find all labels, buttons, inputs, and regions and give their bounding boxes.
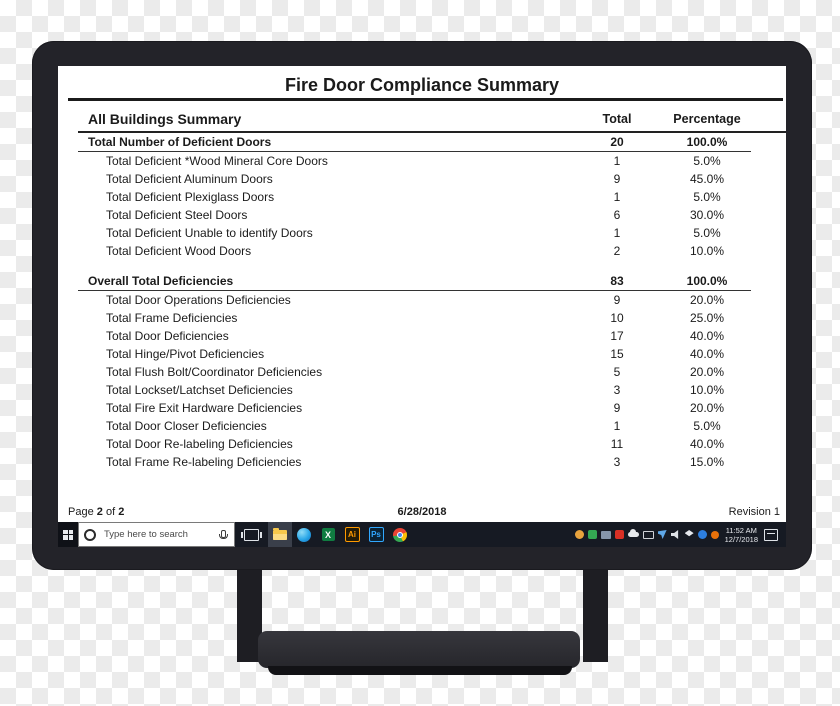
row-percentage: 100.0% [686, 135, 728, 149]
row-total: 3 [613, 455, 621, 469]
table-row [58, 417, 786, 435]
row-total: 9 [613, 401, 621, 415]
row-total: 1 [613, 419, 621, 433]
taskbar-app-edge[interactable] [292, 522, 316, 547]
table-row [58, 363, 786, 381]
table-row [58, 224, 786, 242]
table-row [58, 152, 786, 170]
row-percentage: 10.0% [689, 383, 725, 397]
table-row [58, 399, 786, 417]
row-label: Total Door Operations Deficiencies [106, 293, 291, 307]
row-total: 3 [613, 383, 621, 397]
tray-dropbox-icon[interactable] [685, 530, 694, 539]
row-label: Total Hinge/Pivot Deficiencies [106, 347, 265, 361]
windows-logo-icon [63, 530, 73, 540]
page-indicator: Page 2 of 2 [68, 506, 125, 518]
table-body [58, 133, 786, 471]
row-total: 6 [613, 208, 621, 222]
search-input[interactable] [102, 528, 217, 541]
table-header-percentage: Percentage [673, 112, 741, 126]
row-label: Total Door Closer Deficiencies [106, 419, 267, 433]
row-total: 1 [613, 226, 621, 240]
table-row [58, 327, 786, 345]
taskbar-app-icons [268, 522, 412, 547]
excel-icon: X [322, 528, 335, 541]
report-page [58, 66, 786, 522]
monitor-device [32, 41, 812, 570]
row-percentage: 10.0% [689, 244, 725, 258]
taskbar-app-illustrator[interactable] [340, 522, 364, 547]
file-explorer-icon [273, 530, 287, 540]
tray-display-icon[interactable] [601, 531, 611, 539]
row-label: Total Deficient Plexiglass Doors [106, 190, 275, 204]
row-percentage: 40.0% [689, 437, 725, 451]
table-header-total: Total [602, 112, 632, 126]
taskbar-app-photoshop[interactable] [364, 522, 388, 547]
report-date: 6/28/2018 [397, 506, 447, 518]
chrome-icon [393, 528, 407, 542]
tray-network-icon[interactable] [658, 530, 667, 539]
table-row [58, 170, 786, 188]
edge-icon [297, 528, 311, 542]
row-percentage: 20.0% [689, 365, 725, 379]
table-header-label: All Buildings Summary [88, 111, 242, 127]
taskbar-app-file-explorer[interactable] [268, 522, 292, 547]
clock-time: 11:52 AM [725, 525, 757, 535]
report-title: Fire Door Compliance Summary [284, 75, 560, 95]
monitor-stand-right-leg [583, 566, 608, 662]
taskbar-app-excel[interactable] [316, 522, 340, 547]
row-total: 5 [613, 365, 621, 379]
taskbar-search[interactable] [78, 522, 235, 547]
row-total: 1 [613, 190, 621, 204]
row-percentage: 25.0% [689, 311, 725, 325]
row-percentage: 30.0% [689, 208, 725, 222]
row-label: Total Frame Re-labeling Deficiencies [106, 455, 302, 469]
tray-onedrive-icon[interactable] [628, 532, 639, 537]
tray-security-icon[interactable] [588, 530, 597, 539]
microphone-icon[interactable] [221, 530, 226, 538]
row-percentage: 20.0% [689, 401, 725, 415]
section-total-row [58, 133, 786, 151]
tray-project-icon[interactable] [643, 531, 654, 539]
row-percentage: 5.0% [693, 154, 721, 168]
table-row [58, 453, 786, 471]
windows-taskbar [58, 522, 786, 547]
illustrator-icon: Ai [345, 527, 360, 542]
row-total: 15 [610, 347, 624, 361]
row-label: Total Flush Bolt/Coordinator Deficiencies [106, 365, 323, 379]
task-view-button[interactable] [244, 529, 259, 541]
title-rule [68, 98, 783, 101]
monitor-stand-base [258, 631, 580, 668]
taskbar-clock[interactable] [725, 526, 758, 544]
row-total: 17 [610, 329, 624, 343]
clock-date: 12/7/2018 [724, 534, 758, 544]
section-gap [58, 260, 786, 272]
row-percentage: 40.0% [689, 347, 725, 361]
row-total: 9 [613, 293, 621, 307]
revision-label: Revision 1 [728, 506, 780, 518]
row-percentage: 5.0% [693, 419, 721, 433]
row-label: Total Number of Deficient Doors [88, 135, 272, 149]
system-tray [575, 530, 719, 539]
tray-volume-icon[interactable] [671, 530, 681, 539]
row-label: Overall Total Deficiencies [88, 274, 234, 288]
tray-data-usage-icon[interactable] [711, 531, 719, 539]
table-row [58, 381, 786, 399]
row-percentage: 20.0% [689, 293, 725, 307]
tray-bluetooth-icon[interactable] [698, 530, 707, 539]
table-header-row [58, 109, 786, 129]
row-label: Total Deficient Steel Doors [106, 208, 248, 222]
report-footer [58, 505, 786, 520]
row-total: 20 [610, 135, 624, 149]
row-label: Total Fire Exit Hardware Deficiencies [106, 401, 303, 415]
row-label: Total Deficient *Wood Mineral Core Doors [106, 154, 328, 168]
row-total: 10 [610, 311, 624, 325]
row-label: Total Lockset/Latchset Deficiencies [106, 383, 293, 397]
row-label: Total Deficient Unable to identify Doors [106, 226, 313, 240]
table-row [58, 309, 786, 327]
row-percentage: 100.0% [686, 274, 728, 288]
monitor-stand-base-lip [268, 666, 572, 675]
row-label: Total Deficient Aluminum Doors [106, 172, 273, 186]
row-percentage: 40.0% [689, 329, 725, 343]
row-percentage: 5.0% [693, 190, 721, 204]
table-row [58, 206, 786, 224]
cortana-icon [84, 529, 96, 541]
row-label: Total Door Re-labeling Deficiencies [106, 437, 293, 451]
taskbar-app-chrome[interactable] [388, 522, 412, 547]
table-row [58, 188, 786, 206]
table-row [58, 291, 786, 309]
screen [58, 66, 786, 547]
row-total: 83 [610, 274, 624, 288]
row-total: 9 [613, 172, 621, 186]
row-label: Total Frame Deficiencies [106, 311, 238, 325]
row-total: 1 [613, 154, 621, 168]
row-percentage: 45.0% [689, 172, 725, 186]
tray-mcafee-icon[interactable] [575, 530, 584, 539]
section-total-row [58, 272, 786, 290]
table-row [58, 345, 786, 363]
row-total: 11 [610, 437, 624, 451]
row-label: Total Door Deficiencies [106, 329, 229, 343]
start-button[interactable] [58, 522, 78, 547]
row-label: Total Deficient Wood Doors [106, 244, 252, 258]
table-row [58, 435, 786, 453]
row-percentage: 15.0% [689, 455, 725, 469]
photoshop-icon: Ps [369, 527, 384, 542]
action-center-icon[interactable] [764, 529, 778, 541]
row-percentage: 5.0% [693, 226, 721, 240]
tray-sync-icon[interactable] [615, 530, 624, 539]
table-row [58, 242, 786, 260]
row-total: 2 [613, 244, 621, 258]
